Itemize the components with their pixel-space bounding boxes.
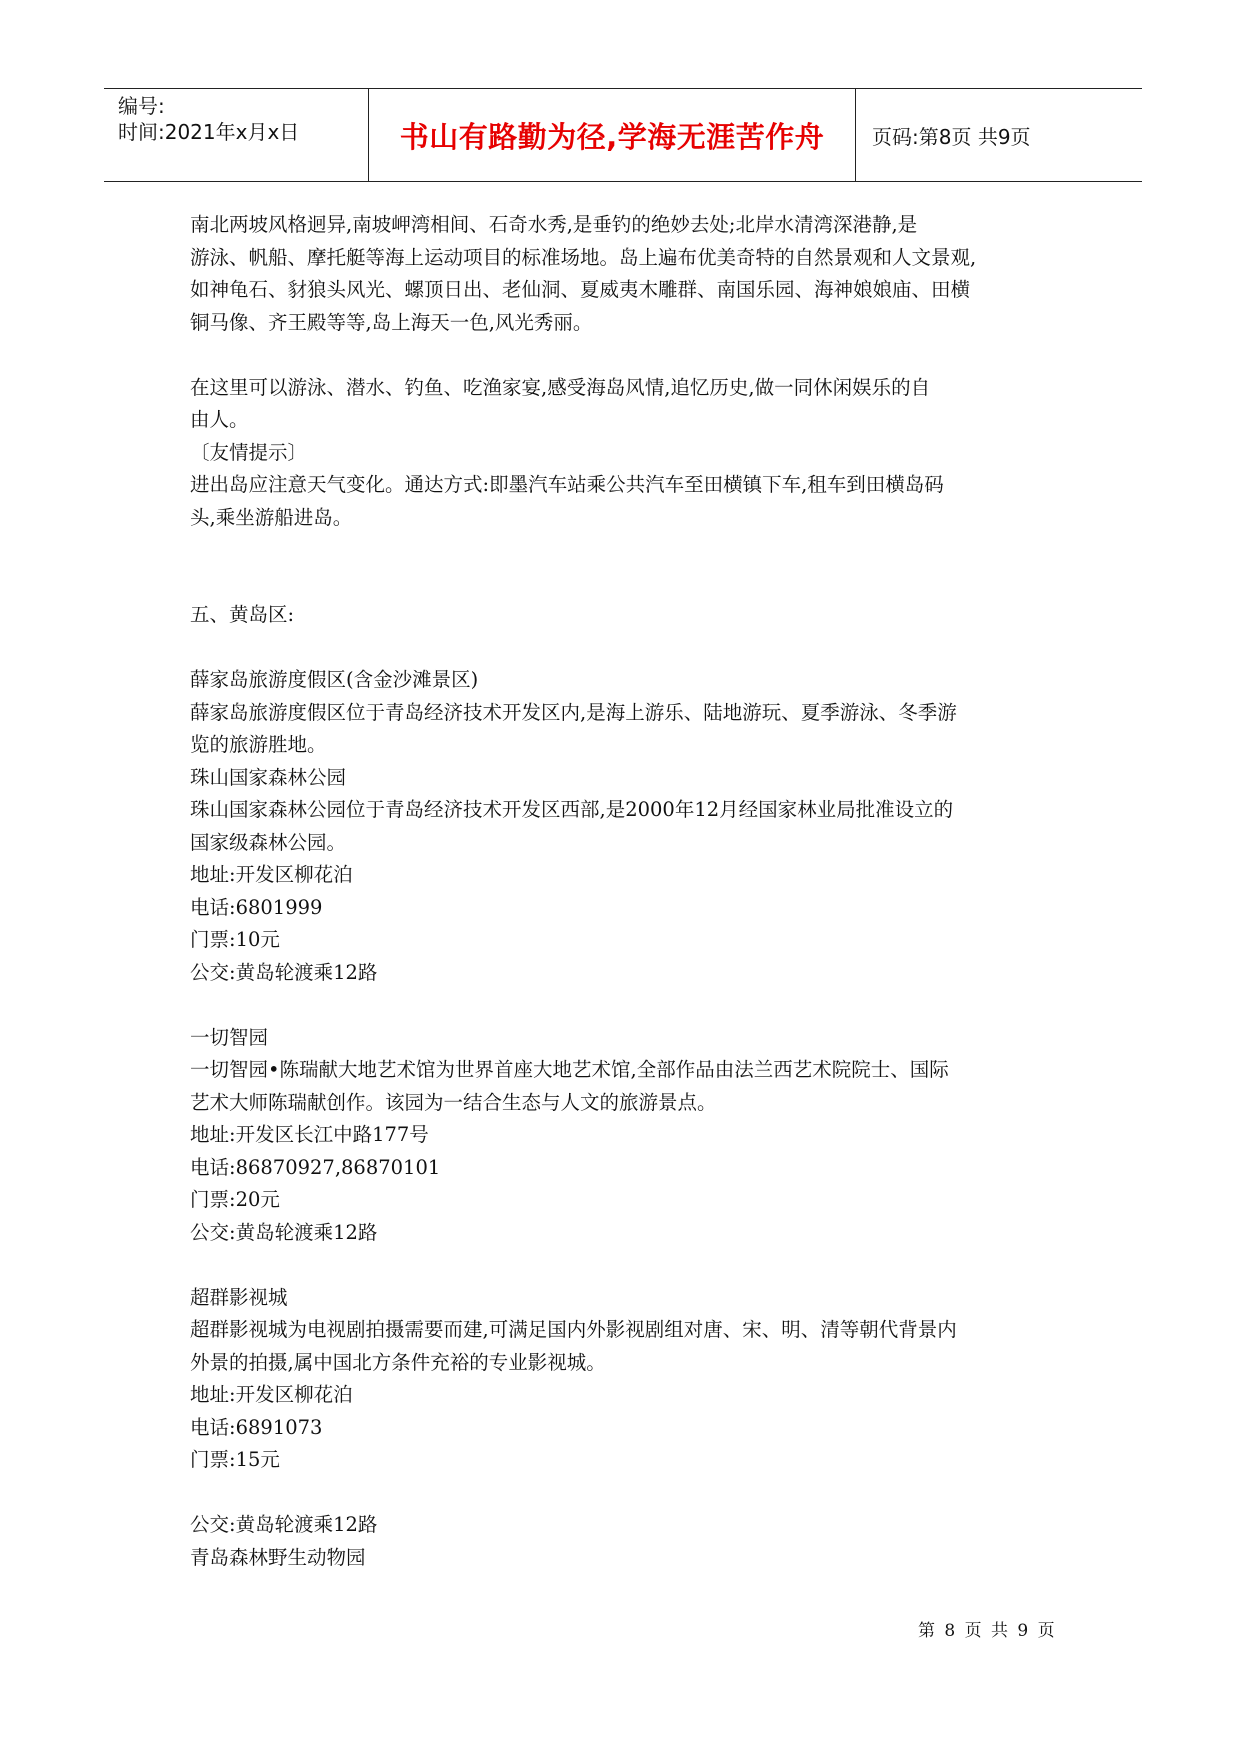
paragraph-gap [190,1249,1070,1282]
text-line: 在这里可以游泳、潜水、钓鱼、吃渔家宴,感受海岛风情,追忆历史,做一同休闲娱乐的自 [190,375,931,399]
text-line: 薛家岛旅游度假区(含金沙滩景区) [190,668,479,691]
text-line: 〔友情提示〕 [190,440,308,464]
text-line: 珠山国家森林公园 [190,765,347,789]
text-line: 薛家岛旅游度假区位于青岛经济技术开发区内,是海上游乐、陆地游玩、夏季游泳、冬季游 [190,700,957,724]
text-line: 公交:黄岛轮渡乘12路 [190,1220,378,1244]
text-line: 头,乘坐游船进岛。 [190,505,353,529]
header-page-label: 页码:第8页 共9页 [872,124,1031,149]
paragraph-gap [190,989,1070,1022]
header-meta-cell [104,89,369,181]
page-footer: 第 8 页 共 9 页 [918,1621,1057,1641]
text-line: 一切智园•陈瑞献大地艺术馆为世界首座大地艺术馆,全部作品由法兰西艺术院院士、国际 [190,1058,949,1081]
paragraph-gap [190,339,1070,372]
text-line: 国家级森林公园。 [190,830,347,854]
text-line: 地址:开发区长江中路177号 [190,1123,429,1146]
header-number-label: 编号: [118,94,165,118]
text-line: 览的旅游胜地。 [190,733,327,756]
text-line: 由人。 [190,408,249,431]
text-line: 如神龟石、豺狼头风光、螺顶日出、老仙洞、夏威夷木雕群、南国乐园、海神娘娘庙、田横 [190,278,971,301]
text-line: 电话:86870927,86870101 [190,1155,441,1179]
header-time-label: 时间:2021年x月x日 [118,120,300,144]
text-line: 艺术大师陈瑞献创作。该园为一结合生态与人文的旅游景点。 [190,1090,717,1114]
text-line: 游泳、帆船、摩托艇等海上运动项目的标准场地。岛上遍布优美奇特的自然景观和人文景观, [190,245,977,269]
text-line: 电话:6801999 [190,895,323,919]
paragraph-gap [190,534,1070,567]
text-line: 地址:开发区柳花泊 [190,863,353,886]
text-line: 地址:开发区柳花泊 [190,1383,353,1406]
text-line: 电话:6891073 [190,1415,323,1439]
paragraph-gap [190,1477,1070,1510]
paragraph-gap [190,567,1070,600]
document-body [190,209,1070,1574]
text-line: 南北两坡风格迥异,南坡岬湾相间、石奇水秀,是垂钓的绝妙去处;北岸水清湾深港静,是 [190,213,918,236]
text-line: 超群影视城 [190,1285,288,1309]
text-line: 五、黄岛区: [190,603,295,626]
text-line: 铜马像、齐王殿等等,岛上海天一色,风光秀丽。 [190,310,593,334]
text-line: 青岛森林野生动物园 [190,1545,366,1569]
text-line: 门票:15元 [190,1448,280,1471]
text-line: 门票:20元 [190,1188,280,1211]
text-line: 珠山国家森林公园位于青岛经济技术开发区西部,是2000年12月经国家林业局批准设立的 [190,798,954,821]
text-line: 公交:黄岛轮渡乘12路 [190,960,378,984]
text-line: 门票:10元 [190,928,280,951]
text-line: 进出岛应注意天气变化。通达方式:即墨汽车站乘公共汽车至田横镇下车,租车到田横岛码 [190,473,944,496]
page-header [104,88,1142,182]
header-motto: 书山有路勤为径,学海无涯苦作舟 [369,89,856,181]
text-line: 超群影视城为电视剧拍摄需要而建,可满足国内外影视剧组对唐、宋、明、清等朝代背景内 [190,1318,957,1341]
paragraph-gap [190,632,1070,665]
text-line: 一切智园 [190,1025,269,1049]
text-line: 外景的拍摄,属中国北方条件充裕的专业影视城。 [190,1350,606,1374]
header-page-cell [856,89,1142,181]
text-line: 公交:黄岛轮渡乘12路 [190,1513,378,1536]
